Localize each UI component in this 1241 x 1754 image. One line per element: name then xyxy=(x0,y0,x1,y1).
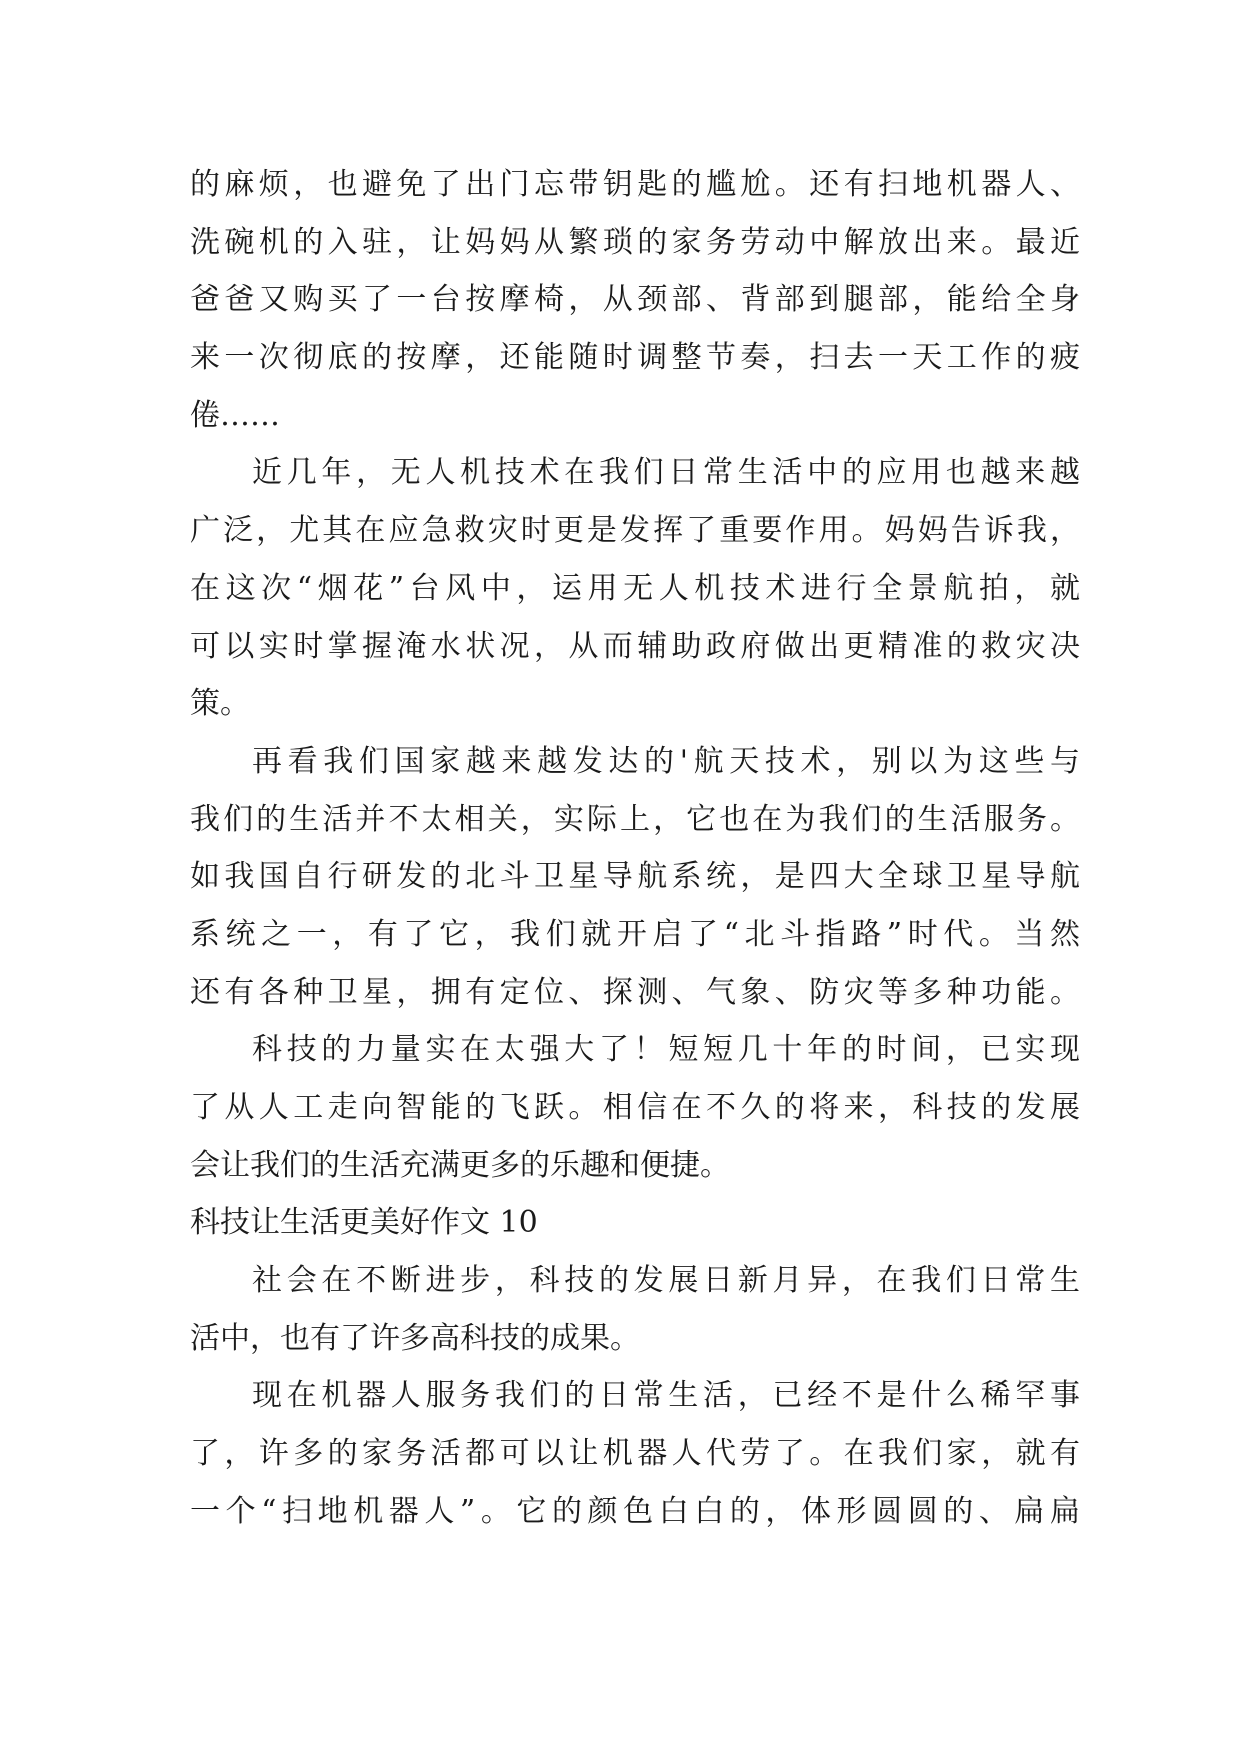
text-line: 如我国自行研发的北斗卫星导航系统，是四大全球卫星导航 xyxy=(190,859,1080,895)
paragraph-intro-10 xyxy=(190,1252,1080,1367)
text-line: 在这次“烟花”台风中，运用无人机技术进行全景航拍，就 xyxy=(190,570,1080,606)
text-line: 策。 xyxy=(190,686,250,722)
text-line: 我们的生活并不太相关，实际上，它也在为我们的生活服务。 xyxy=(190,801,1080,837)
paragraph-drone xyxy=(190,444,1080,732)
text-line: 可以实时掌握淹水状况，从而辅助政府做出更精准的救灾决 xyxy=(190,628,1080,664)
text-line: 近几年，无人机技术在我们日常生活中的应用也越来越 xyxy=(252,455,1080,491)
paragraph-aerospace xyxy=(190,733,1080,1021)
text-line: 了从人工走向智能的飞跃。相信在不久的将来，科技的发展 xyxy=(190,1090,1080,1125)
text-line: 现在机器人服务我们的日常生活，已经不是什么稀罕事 xyxy=(252,1378,1080,1414)
text-line: 系统之一，有了它，我们就开启了“北斗指路”时代。当然 xyxy=(190,916,1080,952)
paragraph-robot xyxy=(190,1367,1080,1540)
text-line: 洗碗机的入驻，让妈妈从繁琐的家务劳动中解放出来。最近 xyxy=(190,224,1080,260)
text-line: 会让我们的生活充满更多的乐趣和便捷。 xyxy=(190,1147,730,1183)
text-line: 一个“扫地机器人”。它的颜色白白的，体形圆圆的、扁扁 xyxy=(190,1493,1080,1529)
text-line: 还有各种卫星，拥有定位、探测、气象、防灾等多种功能。 xyxy=(190,974,1080,1010)
text-line: 爸爸又购买了一台按摩椅，从颈部、背部到腿部，能给全身 xyxy=(190,282,1080,318)
text-line: 再看我们国家越来越发达的'航天技术，别以为这些与 xyxy=(252,743,1080,779)
paragraph-smart-home xyxy=(190,156,1080,444)
text-line: 来一次彻底的按摩，还能随时调整节奏，扫去一天工作的疲 xyxy=(190,340,1080,376)
essay-heading: 科技让生活更美好作文 10 xyxy=(190,1205,538,1241)
text-line: 了，许多的家务活都可以让机器人代劳了。在我们家，就有 xyxy=(190,1436,1080,1472)
text-line: 活中，也有了许多高科技的成果。 xyxy=(190,1320,640,1356)
text-line: 科技的力量实在太强大了！短短几十年的时间，已实现 xyxy=(252,1032,1080,1068)
paragraph-conclusion xyxy=(190,1021,1080,1194)
text-line: 广泛，尤其在应急救灾时更是发挥了重要作用。妈妈告诉我， xyxy=(190,513,1080,549)
text-line: 社会在不断进步，科技的发展日新月异，在我们日常生 xyxy=(252,1263,1080,1299)
text-line: 的麻烦，也避免了出门忘带钥匙的尴尬。还有扫地机器人、 xyxy=(190,167,1080,202)
document-body xyxy=(190,156,1080,1541)
text-line: 倦…… xyxy=(190,397,280,433)
